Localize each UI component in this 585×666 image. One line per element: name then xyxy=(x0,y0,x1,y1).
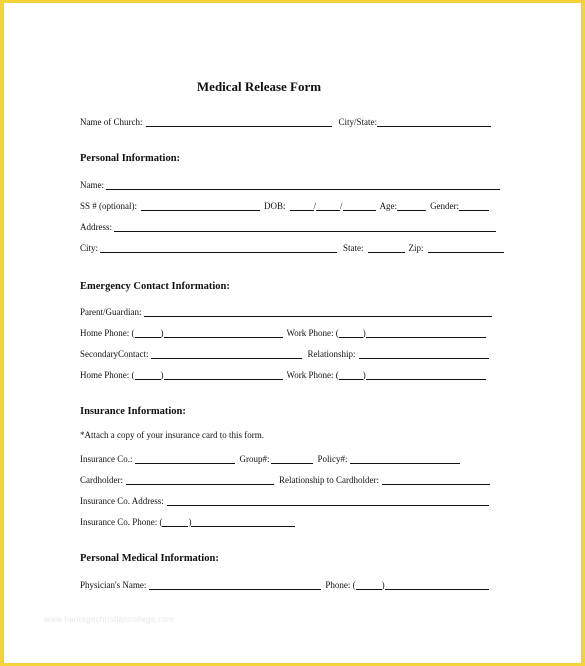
insurance-company-label: Insurance Co.: xyxy=(80,454,133,464)
name-row xyxy=(80,176,500,190)
parent-label: Parent/Guardian: xyxy=(80,307,142,317)
paren-close: ) xyxy=(160,370,164,380)
address-field[interactable] xyxy=(114,221,496,232)
zip-label: Zip: xyxy=(408,243,424,253)
cardholder-relationship-field[interactable] xyxy=(382,474,490,485)
physician-label: Physician's Name: xyxy=(80,580,147,590)
insurance-phone-area-field[interactable] xyxy=(162,516,188,527)
city-state-field[interactable] xyxy=(377,116,491,127)
ss-label: SS # (optional): xyxy=(80,201,138,211)
church-row xyxy=(80,113,491,127)
insurance-phone-label: Insurance Co. Phone: ( xyxy=(80,517,163,527)
cardholder-row xyxy=(80,471,490,485)
gender-field[interactable] xyxy=(459,200,489,211)
city-state-label: City/State: xyxy=(338,117,377,127)
cardholder-relationship-label: Relationship to Cardholder: xyxy=(279,475,379,485)
dob-label: DOB: xyxy=(264,201,286,211)
group-label: Group#: xyxy=(239,454,270,464)
policy-label: Policy#: xyxy=(317,454,348,464)
parent-row xyxy=(80,303,492,317)
dob-sep-1: / xyxy=(313,201,317,211)
church-label: Name of Church: xyxy=(80,117,143,127)
state-label: State: xyxy=(343,243,364,253)
gender-label: Gender: xyxy=(430,201,460,211)
home-phone-area-field[interactable] xyxy=(135,369,161,380)
insurance-heading: Insurance Information: xyxy=(80,406,186,417)
address-row xyxy=(80,218,496,232)
work-phone-label: Work Phone: ( xyxy=(286,370,339,380)
watermark: www.heritagechristiancollege.com xyxy=(44,615,175,624)
dob-sep-2: / xyxy=(340,201,343,211)
home-phone-label: Home Phone: ( xyxy=(80,328,135,338)
work-phone-label: Work Phone: ( xyxy=(286,328,339,338)
physician-phone-area-field[interactable] xyxy=(356,579,382,590)
ss-field[interactable] xyxy=(141,200,260,211)
ss-row xyxy=(80,197,489,211)
group-field[interactable] xyxy=(271,453,313,464)
city-field[interactable] xyxy=(100,242,337,253)
insurance-address-label: Insurance Co. Address: xyxy=(80,496,164,506)
secondary-field[interactable] xyxy=(151,348,302,359)
paren-close: ) xyxy=(362,328,366,338)
insurance-company-field[interactable] xyxy=(135,453,235,464)
name-label: Name: xyxy=(80,180,104,190)
paren-close: ) xyxy=(188,517,192,527)
physician-row xyxy=(80,576,489,590)
secondary-row xyxy=(80,345,489,359)
home-phone-label: Home Phone: ( xyxy=(80,370,135,380)
dob-year-field[interactable] xyxy=(343,200,376,211)
form-title: Medical Release Form xyxy=(196,79,322,94)
secondary-label: SecondaryContact: xyxy=(80,349,149,359)
insurance-phone-row xyxy=(80,513,295,527)
home-phone-field[interactable] xyxy=(164,327,283,338)
address-label: Address: xyxy=(80,222,112,232)
cardholder-field[interactable] xyxy=(126,474,274,485)
physician-phone-field[interactable] xyxy=(385,579,489,590)
cardholder-label: Cardholder: xyxy=(80,475,123,485)
paren-close: ) xyxy=(160,328,164,338)
name-field[interactable] xyxy=(106,179,500,190)
home-phone-row-1 xyxy=(80,324,486,338)
home-phone-area-field[interactable] xyxy=(135,327,161,338)
emergency-heading: Emergency Contact Information: xyxy=(80,281,230,292)
physician-phone-label: Phone: ( xyxy=(325,580,356,590)
insurance-address-field[interactable] xyxy=(167,495,489,506)
personal-heading: Personal Information: xyxy=(80,153,181,164)
paren-close: ) xyxy=(362,370,366,380)
insurance-note: *Attach a copy of your insurance card to this form. xyxy=(80,430,264,440)
parent-field[interactable] xyxy=(144,306,492,317)
age-field[interactable] xyxy=(397,200,426,211)
dob-day-field[interactable] xyxy=(313,200,340,211)
church-field[interactable] xyxy=(146,116,332,127)
relationship-label: Relationship: xyxy=(307,349,356,359)
relationship-field[interactable] xyxy=(359,348,489,359)
home-phone-field[interactable] xyxy=(164,369,283,380)
medical-heading: Personal Medical Information: xyxy=(80,553,219,564)
age-label: Age: xyxy=(379,201,398,211)
city-label: City: xyxy=(80,243,99,253)
dob-month-field[interactable] xyxy=(290,200,314,211)
policy-field[interactable] xyxy=(350,453,460,464)
insurance-company-row xyxy=(80,450,460,464)
paren-close: ) xyxy=(381,580,385,590)
insurance-address-row xyxy=(80,492,489,506)
state-field[interactable] xyxy=(368,242,405,253)
insurance-phone-field[interactable] xyxy=(191,516,295,527)
home-phone-row-2 xyxy=(80,366,486,380)
work-phone-area-field[interactable] xyxy=(339,327,363,338)
work-phone-field[interactable] xyxy=(366,327,486,338)
form-page xyxy=(4,3,581,663)
work-phone-field[interactable] xyxy=(366,369,486,380)
zip-field[interactable] xyxy=(428,242,504,253)
city-row xyxy=(80,239,504,253)
work-phone-area-field[interactable] xyxy=(339,369,363,380)
physician-field[interactable] xyxy=(149,579,321,590)
